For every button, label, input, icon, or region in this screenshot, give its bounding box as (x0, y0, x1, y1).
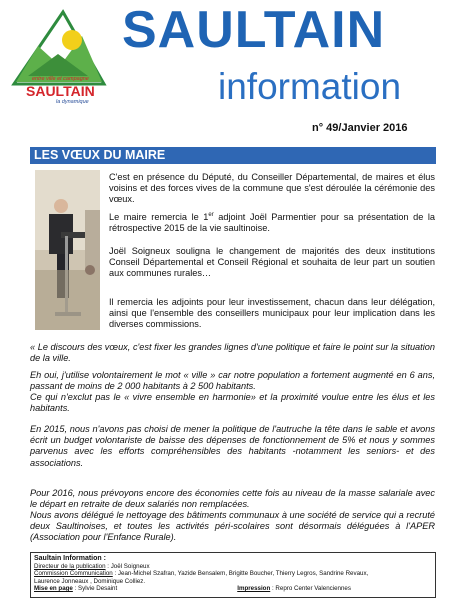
article-paragraph-4: Il remercia les adjoints pour leur investissement, chacun dans leur délégation, ainsi que l'ensemble des conseillers municipaux pour leur implication dans les diverses commissions. (109, 297, 435, 330)
quote-paragraph-1: « Le discours des vœux, c'est fixer les grandes lignes d'une politique et faire le point sur la situation de la ville. (30, 342, 435, 364)
layout-value: : Sylvie Desaint (72, 585, 118, 593)
paragraph-2-text-end: adjoint Joël Parmentier pour sa présentation de la rétrospective 2015 de la vie saultinoise. (109, 212, 436, 234)
commission-label: Commission Communication (34, 570, 113, 578)
credits-commission (34, 570, 432, 578)
credits-commission-cont: Laurence Jonneaux , Dominique Colliez. (34, 577, 146, 585)
mayor-speech-photo (35, 170, 100, 330)
credits-layout-print (34, 585, 432, 593)
print-value: : Repro Center Valenciennes (270, 585, 351, 593)
credits-director (34, 563, 432, 571)
commission-value: : Jean-Michel Szafran, Yazide Bensalem, Brigitte Boucher, Thierry Legros, Sandrine Revaux, (112, 570, 369, 578)
quote-paragraph-4: En 2015, nous n'avons pas choisi de mener la politique de l'autruche la tête dans le sable et avons écrit un budget volontariste de baisse des dépenses de fonctionnement de 5% et nous y sommes parvenus avec les efforts compréhensibles des habitants -notamment les seniors- et des associations. (30, 424, 435, 468)
section-banner (30, 147, 436, 164)
logo-subline: la dynamique (56, 99, 89, 104)
quote-paragraph-6: Nous avons délégué le nettoyage des bâtiments communaux à une société de service qui a recruté deux Saultinoises, et toutes les activités péri-scolaires sont désormais déléguées à l'APER (Association pour l'Enfance Rurale). (30, 510, 435, 543)
layout-label: Mise en page (34, 585, 73, 593)
quote-paragraph-5: Pour 2016, nous prévoyons encore des économies cette fois au niveau de la masse salariale avec le départ en retraite de deux salariés non remplacées. (30, 488, 435, 510)
saultain-logo (8, 6, 108, 104)
masthead-title: SAULTAIN (122, 1, 386, 59)
print-label: Impression (237, 585, 271, 593)
article-paragraph-3: Joël Soigneux souligna le changement de majorités des deux institutions Conseil Départemental et Conseil Régional et souhaita de leur part un soutien aux communes rurales… (109, 246, 435, 279)
article-paragraph-1: C'est en présence du Député, du Conseiller Départemental, de maires et élus voisins et des forces vives de la commune que s'est déroulée la cérémonie des vœux. (109, 172, 435, 205)
quote-paragraph-2: Eh oui, j'utilise volontairement le mot « ville » car notre population a fortement augmenté en 6 ans, passant de moins de 2 000 habitants à 2 500 habitants. (30, 370, 435, 392)
publication-credits (30, 552, 436, 598)
logo-name: SAULTAIN (26, 83, 95, 99)
issue-number: n° 49/Janvier 2016 (312, 122, 408, 134)
logo-tagline: entre ville et campagne (32, 76, 89, 82)
director-label: Directeur de la publication (34, 562, 106, 570)
credits-heading: Saultain Information : (34, 555, 106, 562)
ordinal-suffix: er (208, 212, 214, 218)
masthead-subtitle: information (218, 66, 402, 107)
director-value: : Joël Soigneux (105, 562, 150, 570)
quote-paragraph-3: Ce qui n'exclut pas le « vivre ensemble en harmonie» et la proximité voulue entre les élus et les habitants. (30, 392, 435, 414)
section-heading: LES VŒUX DU MAIRE (34, 148, 166, 162)
article-paragraph-2 (109, 210, 435, 234)
paragraph-2-text: Le maire remercia le 1 (109, 212, 209, 223)
